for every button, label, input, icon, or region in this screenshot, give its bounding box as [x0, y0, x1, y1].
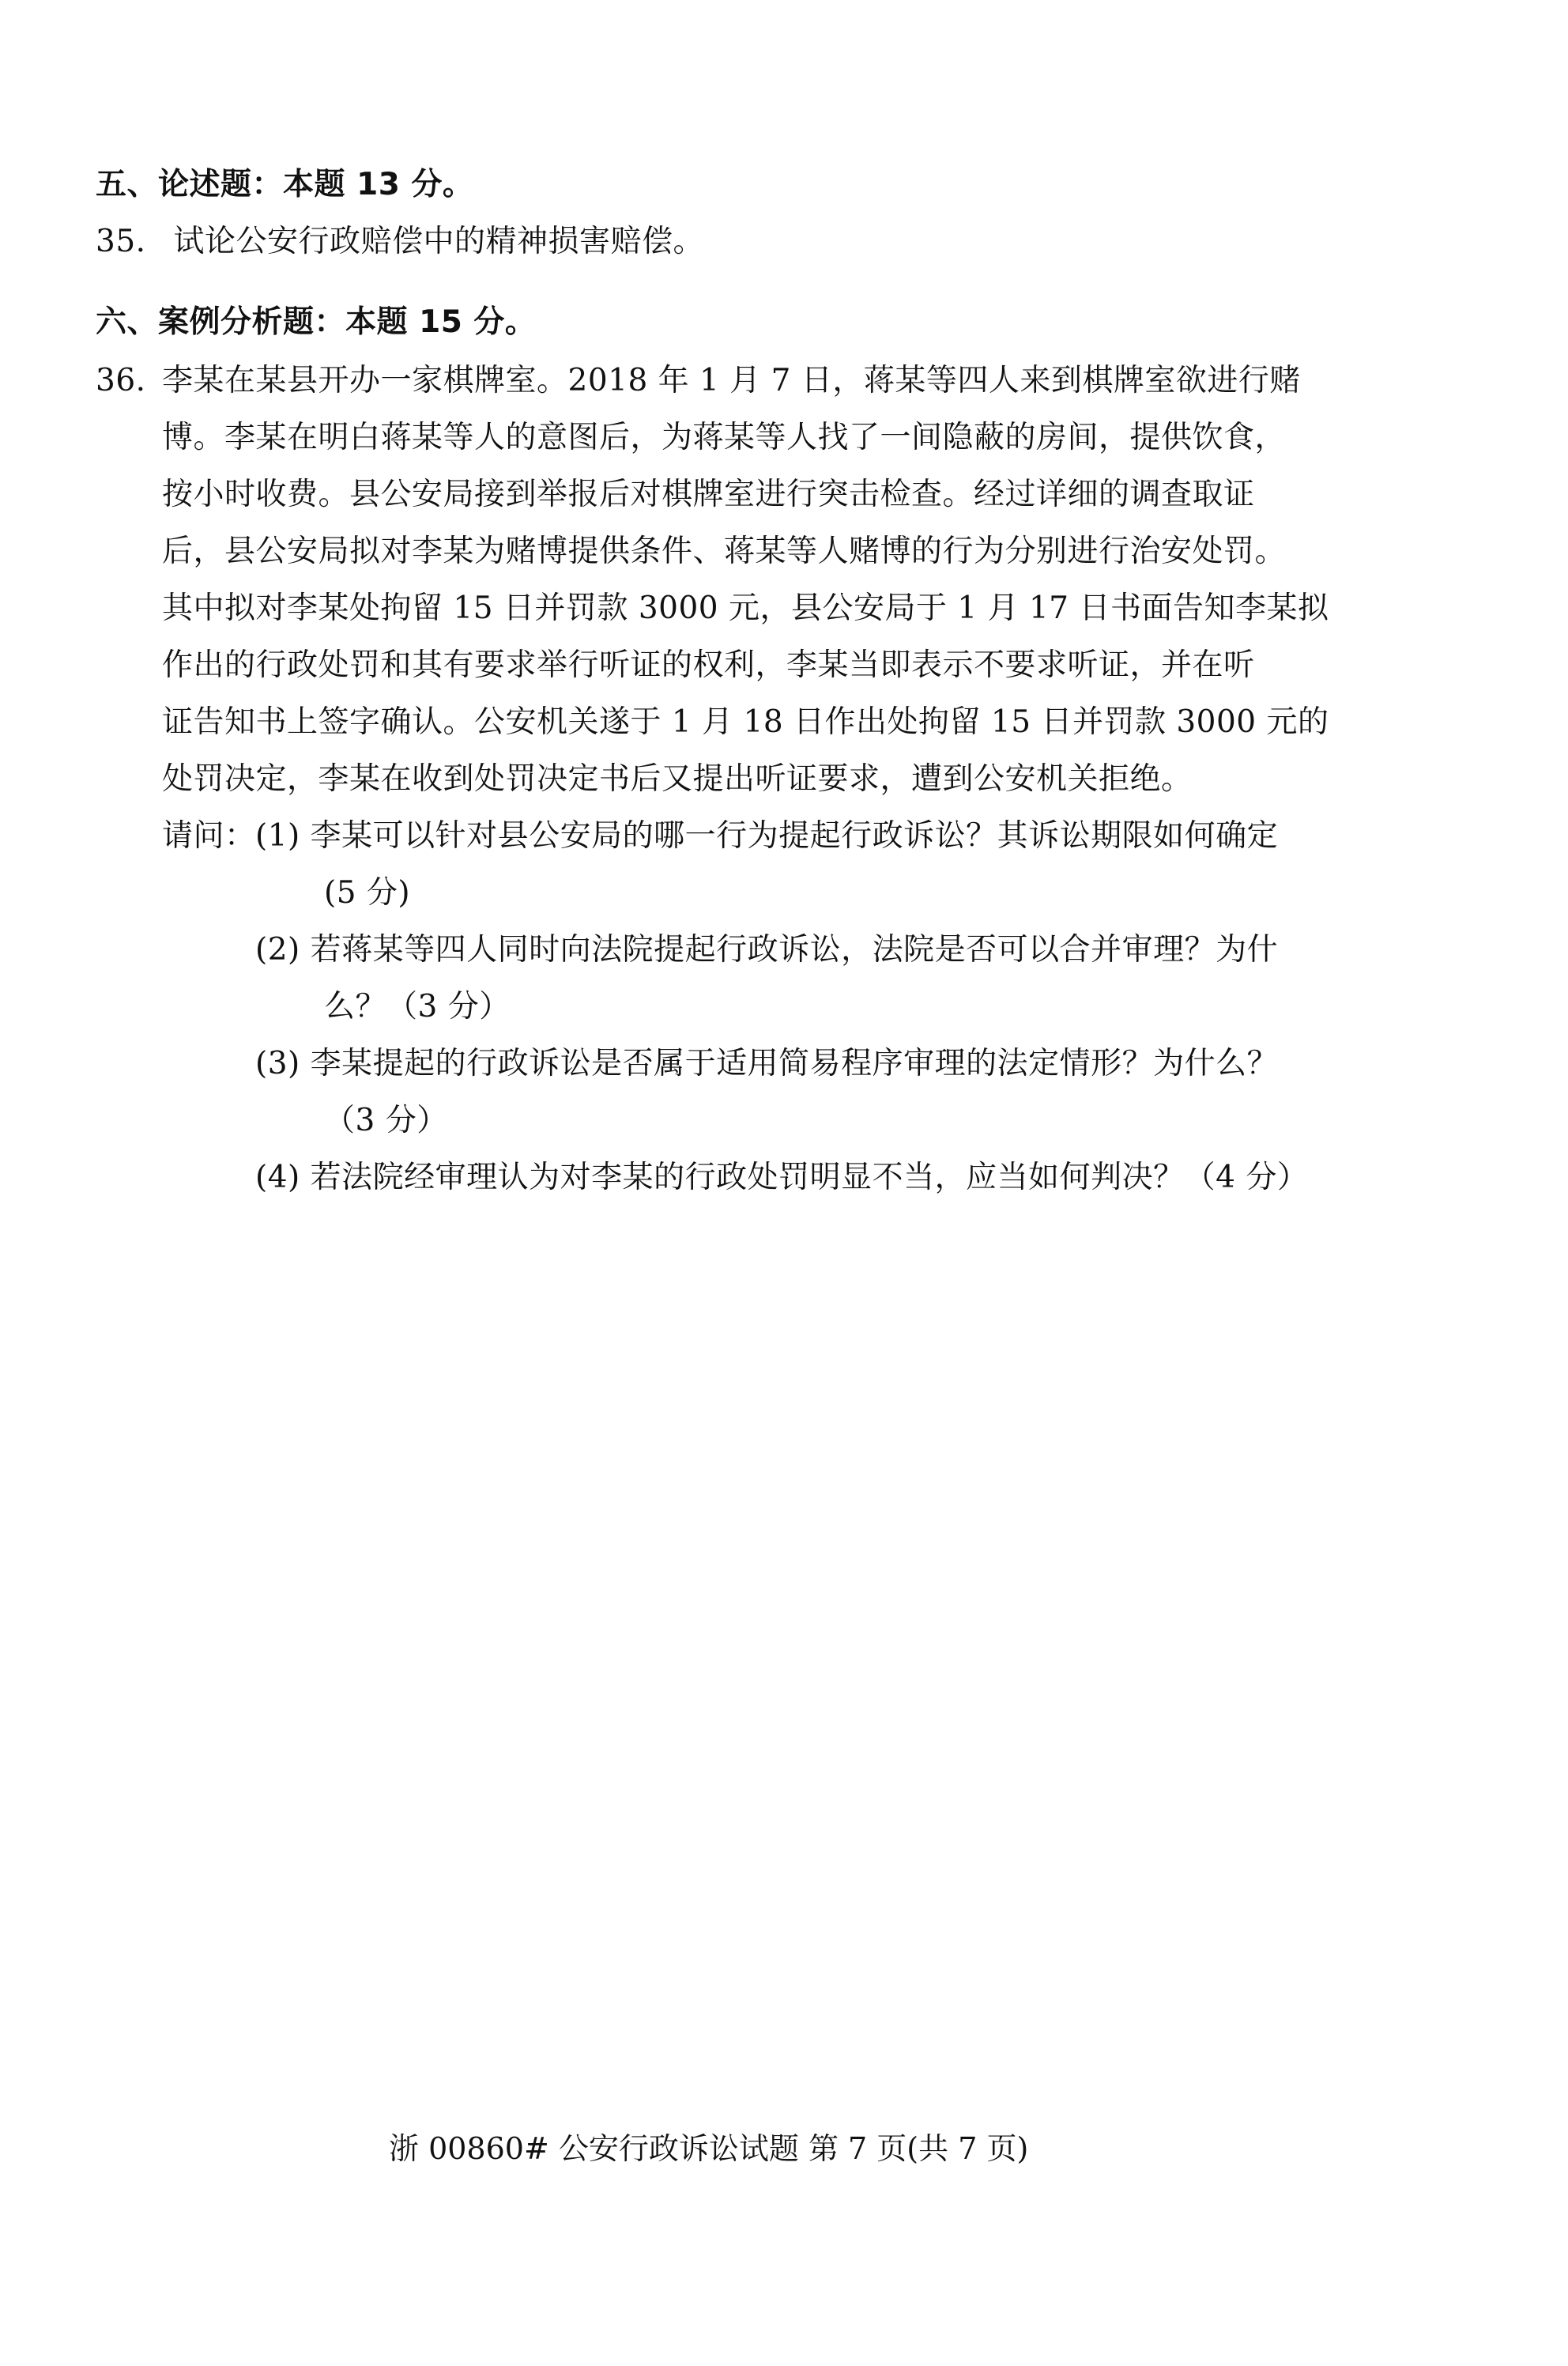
sub-question-2-line-1: (2) 若蒋某等四人同时向法院提起行政诉讼，法院是否可以合并审理？为什 [255, 932, 1279, 968]
question-36-number: 36. [96, 363, 146, 398]
sub-question-1-line-1: (1) 李某可以针对县公安局的哪一行为提起行政诉讼？其诉讼期限如何确定 [255, 818, 1279, 854]
sub-question-3-line-2: （3 分） [324, 1103, 448, 1138]
ask-label: 请问： [162, 818, 256, 854]
question-36-line-3: 按小时收费。县公安局接到举报后对棋牌室进行突击检查。经过详细的调查取证 [162, 477, 1255, 512]
question-36-line-5: 其中拟对李某处拘留 15 日并罚款 3000 元，县公安局于 1 月 17 日书面告知李某拟 [162, 591, 1329, 626]
sub-question-4-line-1: (4) 若法院经审理认为对李某的行政处罚明显不当，应当如何判决？（4 分） [255, 1160, 1309, 1195]
question-35-text: 试论公安行政赔偿中的精神损害赔偿。 [173, 224, 704, 259]
page-footer: 浙 00860# 公安行政诉讼试题 第 7 页(共 7 页) [389, 2131, 1029, 2166]
question-36-line-7: 证告知书上签字确认。公安机关遂于 1 月 18 日作出处拘留 15 日并罚款 3000 元的 [162, 704, 1329, 740]
sub-question-3-line-1: (3) 李某提起的行政诉讼是否属于适用简易程序审理的法定情形？为什么？ [255, 1046, 1279, 1081]
sub-question-1-line-2: (5 分) [324, 875, 411, 911]
question-36-line-2: 博。李某在明白蒋某等人的意图后，为蒋某等人找了一间隐蔽的房间，提供饮食， [162, 420, 1287, 455]
question-36-line-1: 李某在某县开办一家棋牌室。2018 年 1 月 7 日，蒋某等四人来到棋牌室欲进行赌 [162, 363, 1301, 398]
section-6-heading: 六、案例分析题：本题 15 分。 [96, 304, 537, 340]
question-36-line-6: 作出的行政处罚和其有要求举行听证的权利，李某当即表示不要求听证，并在听 [162, 647, 1255, 683]
question-36-line-8: 处罚决定，李某在收到处罚决定书后又提出听证要求，遭到公安机关拒绝。 [162, 761, 1193, 797]
question-36-line-4: 后，县公安局拟对李某为赌博提供条件、蒋某等人赌博的行为分别进行治安处罚。 [162, 534, 1287, 569]
section-5-heading: 五、论述题：本题 13 分。 [96, 167, 474, 202]
question-35-number: 35. [96, 224, 146, 259]
sub-question-2-line-2: 么？（3 分） [324, 989, 511, 1025]
question-35 [96, 223, 704, 261]
